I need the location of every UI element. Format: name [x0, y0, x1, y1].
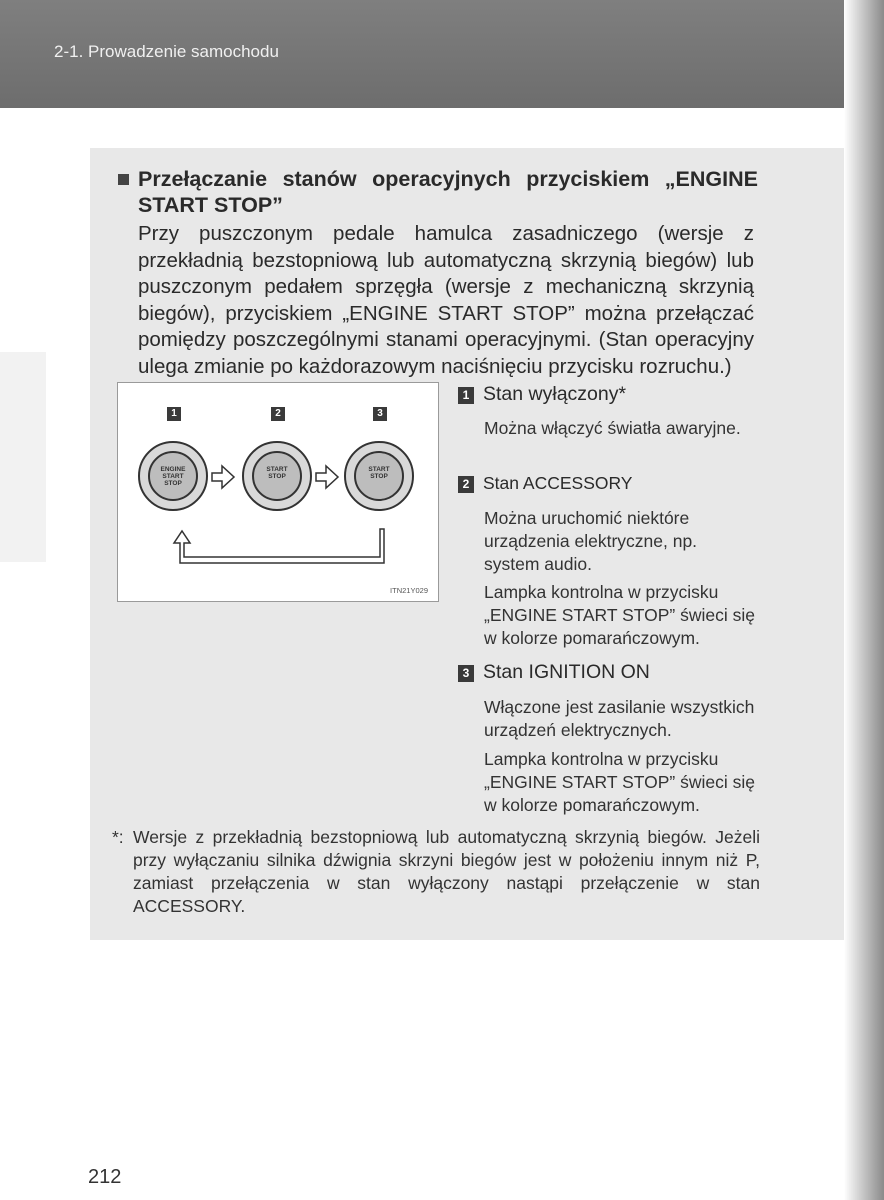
figure-label-1: 1	[167, 407, 181, 421]
section-heading	[118, 166, 758, 218]
button-face	[148, 451, 198, 501]
state-2-title	[458, 471, 632, 495]
engine-button-accessory	[242, 441, 312, 511]
engine-button-off	[138, 441, 208, 511]
page-number: 212	[88, 1166, 122, 1188]
figure-label-3: 3	[373, 407, 387, 421]
number-box-icon: 1	[458, 387, 474, 404]
state-3-desc-2: Lampka kontrolna w przycisku „ENGINE START STOP” świeci się w kolorze pomarańczowym.	[484, 749, 755, 815]
margin-mark	[0, 352, 46, 562]
number-box-icon: 3	[458, 665, 474, 682]
button-text: ENGINE START STOP	[160, 466, 186, 487]
state-1-label: Stan wyłączony*	[483, 383, 627, 405]
button-text: START STOP	[368, 466, 390, 480]
state-1-desc: Można włączyć światła awaryjne.	[484, 418, 741, 438]
state-3-title	[458, 660, 650, 684]
button-face	[252, 451, 302, 501]
arrow-right-icon	[212, 466, 234, 488]
state-3-label: Stan IGNITION ON	[483, 661, 650, 683]
state-2-label: Stan ACCESSORY	[483, 473, 633, 493]
bullet-square-icon	[118, 174, 129, 185]
heading-text: Przełączanie stanów operacyjnych przyciskiem „ENGINE START STOP”	[138, 167, 758, 217]
return-arrow-icon	[174, 529, 384, 563]
intro-paragraph: Przy puszczonym pedale hamulca zasadniczego (wersje z przekładnią bezstopniową lub automatyczną skrzynią biegów) lub puszczonym pedałem sprzęgła (wersje z mechaniczną skrzynią biegów), przyciskiem „ENGINE START STOP” można przełączać pomiędzy poszczególnymi stanami operacyjnymi. (Stan operacyjny ulega zmianie po każdorazowym naciśnięciu przycisku rozruchu.)	[138, 222, 754, 378]
page-binding-edge	[844, 0, 884, 1200]
section-header	[0, 0, 884, 108]
footnote	[112, 826, 760, 918]
button-states-figure	[117, 382, 439, 602]
button-text: START STOP	[266, 466, 288, 480]
button-face	[354, 451, 404, 501]
arrow-right-icon	[316, 466, 338, 488]
number-box-icon: 2	[458, 476, 474, 493]
figure-code: ITN21Y029	[390, 586, 428, 595]
state-1-title	[458, 382, 626, 406]
state-2-desc-1: Można uruchomić niektóre urządzenia elektryczne, np. system audio.	[484, 508, 698, 574]
state-3-desc-1: Włączone jest zasilanie wszystkich urządzeń elektrycznych.	[484, 697, 755, 740]
state-2-desc-2: Lampka kontrolna w przycisku „ENGINE START STOP” świeci się w kolorze pomarańczowym.	[484, 582, 755, 648]
figure-label-2: 2	[271, 407, 285, 421]
engine-button-ignition	[344, 441, 414, 511]
section-title: 2-1. Prowadzenie samochodu	[54, 42, 279, 61]
footnote-mark: *:	[112, 827, 124, 847]
footnote-text: Wersje z przekładnią bezstopniową lub automatyczną skrzynią biegów. Jeżeli przy wyłączaniu silnika dźwignia skrzyni biegów jest w położeniu innym niż P, zamiast przełączenia w stan wyłączony nastąpi przełączenie w stan ACCESSORY.	[133, 827, 760, 916]
